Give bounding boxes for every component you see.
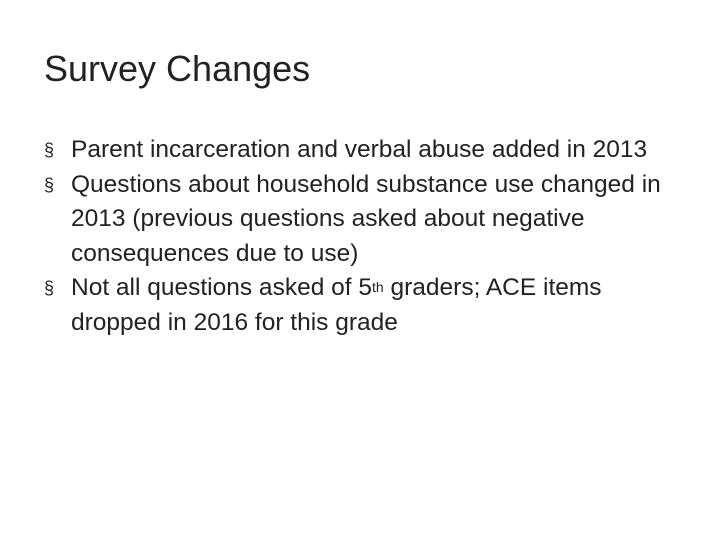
bullet-marker-icon: § (44, 174, 55, 195)
bullet-text: Parent incarceration and verbal abuse added in 2013 (71, 136, 648, 163)
slide-title: Survey Changes (44, 48, 311, 89)
bullet-text-end: graders; ACE items dropped in 2016 for this grade (71, 274, 602, 336)
ordinal-superscript: th (372, 279, 384, 295)
bullet-item-substance-use (44, 168, 684, 272)
bullet-list (44, 133, 684, 340)
bullet-text: Questions about household substance use changed in 2013 (previous questions asked about negative consequences due to use) (71, 170, 661, 267)
bullet-marker-icon: § (44, 140, 55, 160)
bullet-marker-icon: § (44, 278, 55, 298)
bullet-text-start: Not all questions asked of 5 (71, 274, 372, 301)
bullet-text (71, 271, 684, 340)
bullet-item-incarceration (44, 133, 684, 168)
bullet-item-fifth-graders (44, 271, 684, 340)
